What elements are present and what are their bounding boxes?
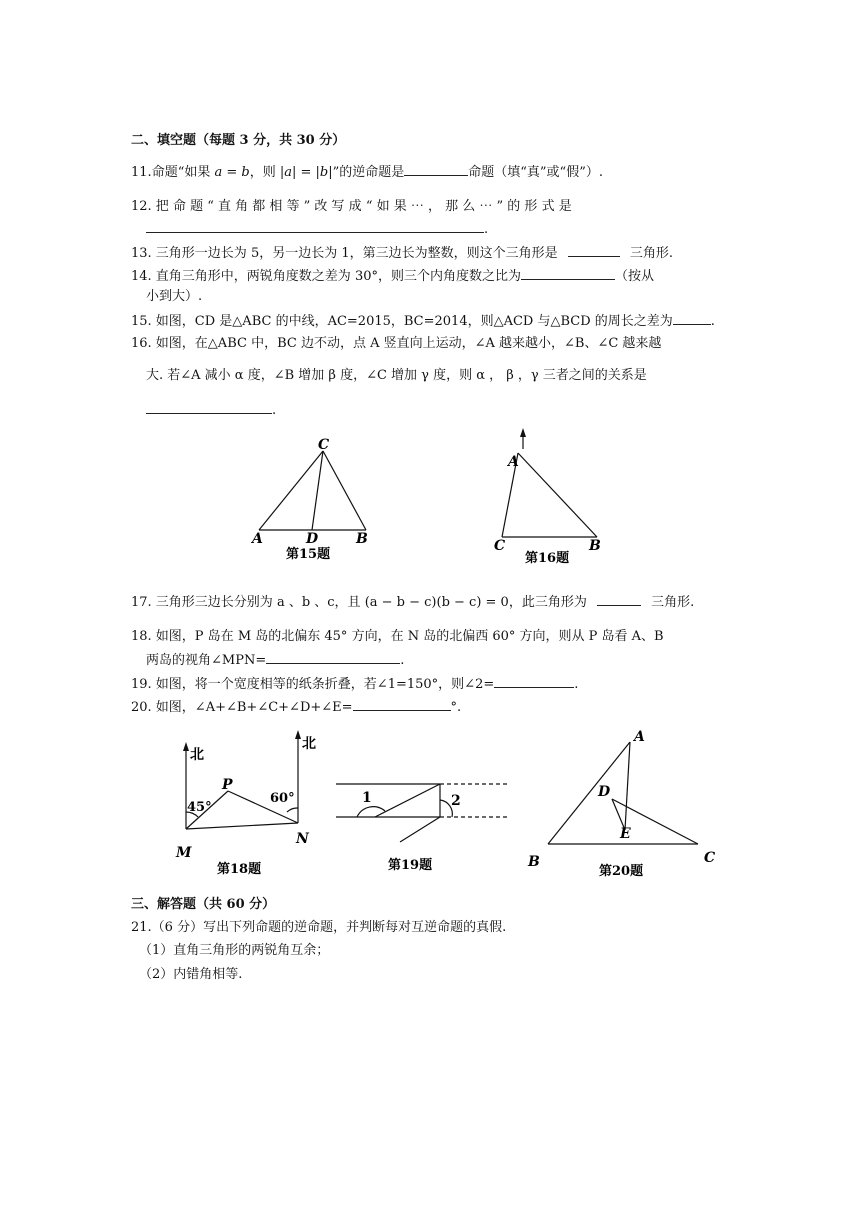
q19-answer-blank[interactable] (494, 674, 574, 688)
q11-text-pre: 命题“如果 (151, 165, 215, 180)
fig16-label-b: B (589, 538, 601, 554)
q13-answer-blank[interactable] (568, 243, 620, 257)
fig20-caption: 第20题 (599, 864, 644, 879)
fig18-north-arrow-icon-left (183, 742, 189, 751)
fig19-caption: 第19题 (388, 858, 433, 873)
q19-end: . (574, 677, 579, 692)
fig19-angle-1: 1 (362, 790, 372, 806)
q17-answer-blank[interactable] (597, 592, 641, 606)
q11-math-condition: a = b (214, 165, 250, 180)
q15-end: . (710, 314, 715, 329)
q14-answer-blank[interactable] (521, 266, 615, 280)
question-21-item2: （2）内错角相等. (139, 967, 243, 982)
question-21-head: 21.（6 分）写出下列命题的逆命题，并判断每对互逆命题的真假. (131, 920, 507, 935)
question-12-line2 (146, 219, 488, 239)
fig16-label-c: C (494, 538, 506, 554)
question-19 (131, 674, 578, 694)
fig18-label-p: P (222, 777, 233, 793)
q11-text-post1: ”的逆命题是 (332, 165, 405, 180)
question-16-line2: 大. 若∠A 减小 α 度，∠B 增加 β 度，∠C 增加 γ 度，则 α ， β ，γ 三者之间的关系是 (146, 368, 647, 383)
q15-answer-blank[interactable] (673, 311, 711, 325)
q12-answer-blank[interactable] (146, 219, 484, 233)
fig20-label-c: C (704, 850, 716, 866)
q16-answer-blank[interactable] (146, 400, 272, 414)
fig20-label-d: D (598, 784, 611, 800)
question-14-line1 (131, 266, 654, 286)
section-title-fill-in: 二、填空题（每题 3 分，共 30 分） (131, 133, 346, 148)
question-20 (131, 697, 461, 717)
q12-end: . (484, 222, 489, 237)
fig18-label-n: N (296, 831, 309, 847)
fig18-caption: 第18题 (217, 862, 262, 877)
fig15-caption: 第15题 (286, 547, 331, 562)
q11-answer-blank[interactable] (404, 162, 468, 176)
fig19-angle-2: 2 (451, 793, 461, 809)
q19-text: 19. 如图，将一个宽度相等的纸条折叠，若∠1=150°，则∠2= (131, 677, 495, 692)
q18-text: 两岛的视角∠MPN= (146, 653, 267, 668)
q14-text-post: （按从 (614, 269, 654, 284)
fig16-up-arrow-icon (520, 428, 526, 437)
q11-math-conclusion: |a| = |b| (279, 165, 333, 180)
fig20-label-a: A (634, 729, 645, 745)
fig15-triangle (259, 451, 366, 530)
question-21-item1: （1）直角三角形的两锐角互余； (139, 943, 330, 958)
fig16-triangle (502, 432, 597, 537)
fig15-label-b: B (356, 531, 368, 547)
q17-text-post: 三角形. (651, 595, 695, 610)
question-16-line3 (146, 400, 276, 420)
question-12-line1: 12. 把 命 题 “ 直 角 都 相 等 ” 改 写 成 “ 如 果 ⋯ ， 那 么 ⋯ ” 的 形 式 是 (131, 199, 572, 214)
q20-answer-blank[interactable] (353, 697, 451, 711)
question-14-line2: 小到大）. (146, 289, 203, 304)
fig19-paper-strip (336, 784, 510, 842)
q13-text-pre: 13. 三角形一边长为 5，另一边长为 1，第三边长为整数，则这个三角形是 (131, 246, 558, 261)
question-15 (131, 311, 715, 331)
fig20-label-e: E (620, 826, 631, 842)
q20-text: 20. 如图，∠A+∠B+∠C+∠D+∠E= (131, 700, 353, 715)
q13-text-post: 三角形. (629, 246, 674, 261)
fig16-label-a: A (508, 454, 519, 470)
fig18-lines (186, 736, 298, 829)
fig20-label-b: B (528, 854, 540, 870)
question-17 (131, 592, 694, 612)
question-18-line1: 18. 如图，P 岛在 M 岛的北偏东 45° 方向，在 N 岛的北偏西 60° 方向，则从 P 岛看 A、B (131, 629, 664, 644)
q11-text-post2: 命题（填“真”或“假”）. (468, 165, 603, 180)
q20-end: °. (450, 700, 462, 715)
q17-text-pre: 17. 三角形三边长分别为 a 、b 、c，且 (a − b − c)(b − c) = 0，此三角形为 (131, 595, 587, 610)
fig20-lines (548, 742, 698, 844)
fig15-label-c: C (318, 437, 330, 453)
question-13 (131, 243, 673, 263)
fig18-north-label-left: 北 (190, 747, 204, 763)
q15-text: 15. 如图，CD 是△ABC 的中线，AC=2015，BC=2014，则△ACD 与△BCD 的周长之差为 (131, 314, 673, 329)
fig18-angle-45: 45° (187, 800, 212, 815)
fig16-caption: 第16题 (525, 551, 570, 566)
fig18-label-m: M (176, 845, 192, 861)
fig15-label-d: D (306, 531, 319, 547)
fig18-angle-60: 60° (270, 791, 295, 806)
q18-end: . (400, 653, 405, 668)
q11-prefix: 11. (131, 165, 152, 180)
q11-text-mid: ，则 (249, 165, 280, 180)
q18-answer-blank[interactable] (266, 650, 400, 664)
q16-end: . (272, 403, 277, 418)
question-16-line1: 16. 如图，在△ABC 中，BC 边不动，点 A 竖直向上运动，∠A 越来越小，∠B、∠C 越来越 (131, 336, 662, 351)
fig18-north-arrow-icon-right (295, 730, 301, 739)
section-title-answer: 三、解答题（共 60 分） (131, 897, 276, 912)
fig18-north-label-right: 北 (302, 736, 316, 752)
q14-text-pre: 14. 直角三角形中，两锐角度数之差为 30°，则三个内角度数之比为 (131, 269, 521, 284)
fig15-label-a: A (252, 531, 263, 547)
question-18-line2 (146, 650, 404, 670)
question-11 (131, 162, 603, 182)
